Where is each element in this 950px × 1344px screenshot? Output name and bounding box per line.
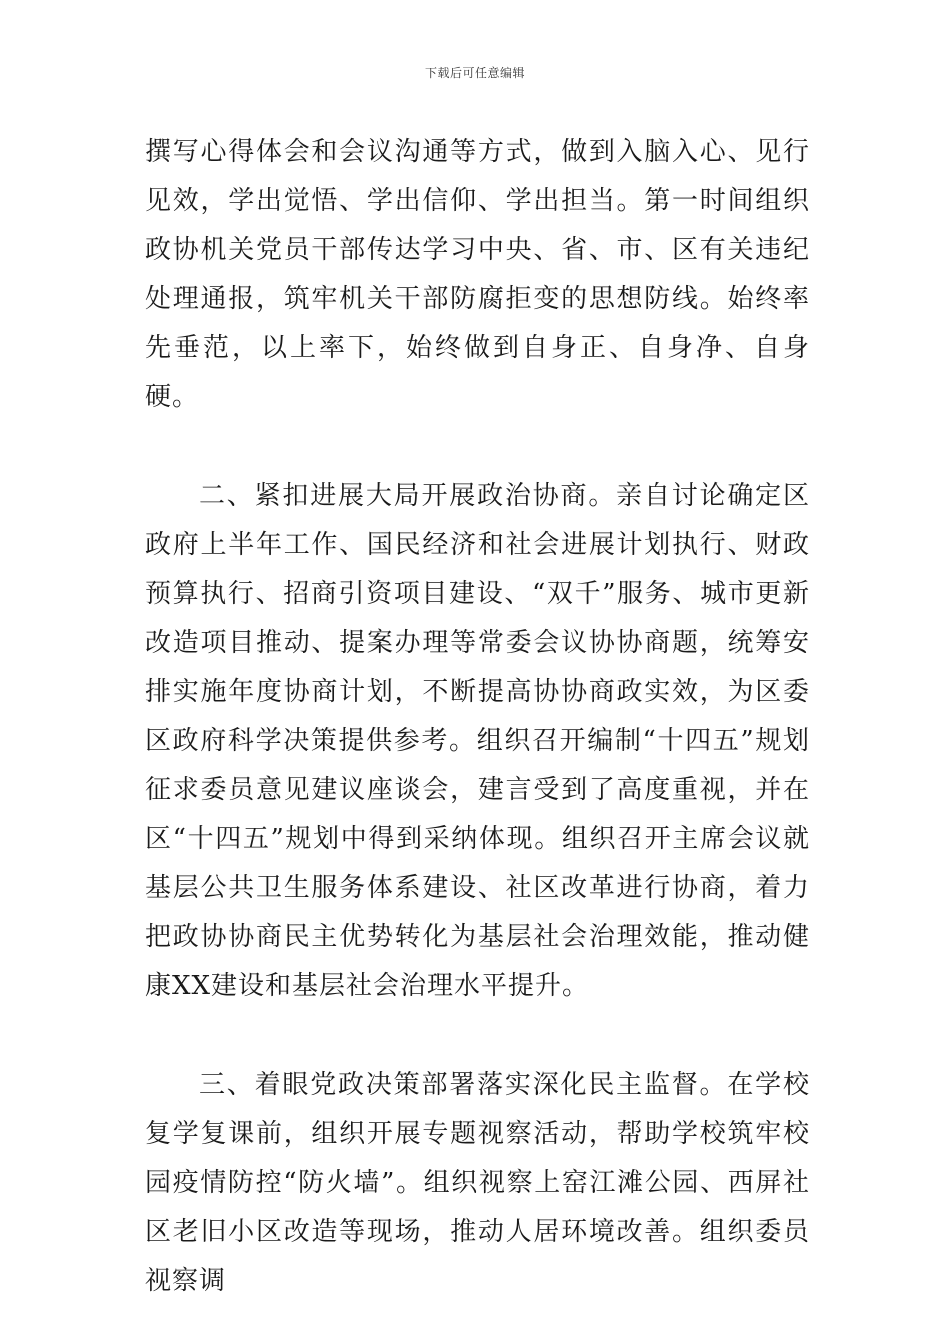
- paragraph-political-consultation: 二、紧扣进展大局开展政治协商。亲自讨论确定区政府上半年工作、国民经济和社会进展计划执行、财政预算执行、招商引资项目建设、“双千”服务、城市更新改造项目推动、提案办理等常委会议协协商题，统筹安排实施年度协商计划，不断提高协协商政实效，为区委区政府科学决策提供参考。组织召开编制“十四五”规划征求委员意见建议座谈会，建言受到了高度重视，并在区“十四五”规划中得到采纳体现。组织召开主席会议就基层公共卫生服务体系建设、社区改革进行协商，着力把政协协商民主优势转化为基层社会治理效能，推动健康XX建设和基层社会治理水平提升。: [145, 481, 810, 1001]
- paragraph-continuation: 撰写心得体会和会议沟通等方式，做到入脑入心、见行见效，学出觉悟、学出信仰、学出担当。第一时间组织政协机关党员干部传达学习中央、省、市、区有关违纪处理通报，筑牢机关干部防腐拒变的思想防线。始终率先垂范，以上率下，始终做到自身正、自身净、自身硬。: [145, 137, 810, 412]
- page-header: 下载后可任意编辑: [424, 66, 525, 80]
- paragraph-spacer: [145, 1011, 810, 1061]
- document-body: [145, 128, 810, 1306]
- paragraph-democratic-supervision: 三、着眼党政决策部署落实深化民主监督。在学校复学复课前，组织开展专题视察活动，帮助学校筑牢校园疫情防控“防火墙”。组织视察上窑江滩公园、西屏社区老旧小区改造等现场，推动人居环境改善。组织委员视察调: [145, 1070, 810, 1296]
- paragraph-spacer: [145, 422, 810, 472]
